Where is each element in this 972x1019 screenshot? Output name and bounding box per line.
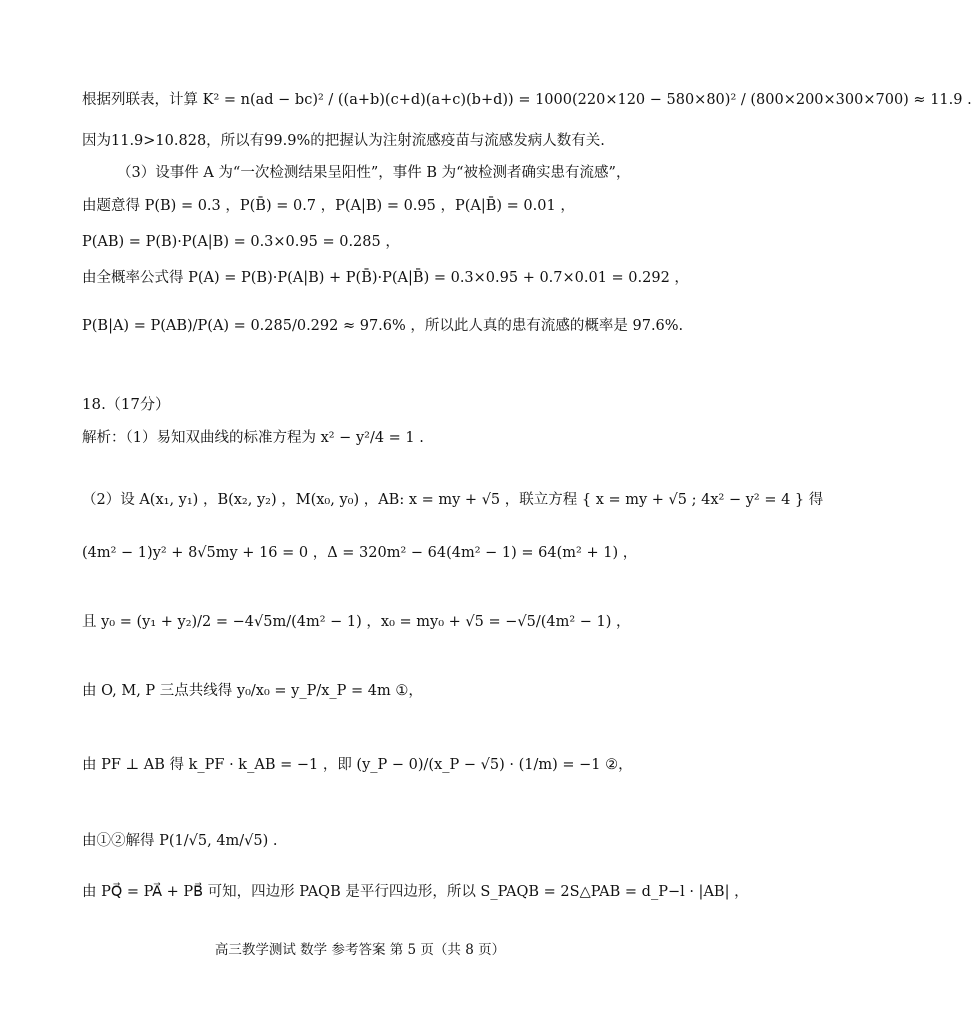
- part2-setup: （2）设 A(x₁, y₁) ，B(x₂, y₂) ，M(x₀, y₀) ，AB: x = my + √5 ，联立方程 { x = my + √5 ; 4x² − y² = 4 } 得: [82, 492, 824, 508]
- perpendicular-condition: 由 PF ⊥ AB 得 k_PF · k_AB = −1 ，即 (y_P − 0)/(x_P − √5) · (1/m) = −1 ②，: [82, 757, 633, 773]
- part3-definition: （3）设事件 A 为“一次检测结果呈阳性”，事件 B 为“被检测者确实患有流感”，: [117, 165, 631, 181]
- page-footer: 高三教学测试 数学 参考答案 第 5 页（共 8 页）: [214, 942, 506, 958]
- bayes-result: P(B|A) = P(AB)/P(A) = 0.285/0.292 ≈ 97.6% ，所以此人真的患有流感的概率是 97.6%.: [82, 318, 684, 334]
- given-probabilities: 由题意得 P(B) = 0.3 ，P(B̄) = 0.7 ，P(A|B) = 0.95 ，P(A|B̄) = 0.01 ，: [82, 198, 575, 214]
- joint-probability: P(AB) = P(B)·P(A|B) = 0.3×0.95 = 0.285 ，: [82, 234, 400, 250]
- midpoint-coordinates: 且 y₀ = (y₁ + y₂)/2 = −4√5m/(4m² − 1) ，x₀ = my₀ + √5 = −√5/(4m² − 1) ，: [82, 614, 631, 630]
- chi-square-calculation: 根据列联表，计算 K² = n(ad − bc)² / ((a+b)(c+d)(a+c)(b+d)) = 1000(220×120 − 580×80)² / (800×200×300×700) ≈ 11.9 .: [82, 92, 972, 108]
- quadratic-discriminant: (4m² − 1)y² + 8√5my + 16 = 0 ，Δ = 320m² − 64(4m² − 1) = 64(m² + 1) ，: [82, 545, 638, 561]
- part1-hyperbola: 解析：（1）易知双曲线的标准方程为 x² − y²/4 = 1 .: [82, 430, 424, 446]
- total-probability: 由全概率公式得 P(A) = P(B)·P(A|B) + P(B̄)·P(A|B̄) = 0.3×0.95 + 0.7×0.01 = 0.292 ，: [82, 270, 689, 286]
- point-p-solution: 由①②解得 P(1/√5, 4m/√5) .: [82, 833, 278, 849]
- collinear-condition: 由 O, M, P 三点共线得 y₀/x₀ = y_P/x_P = 4m ①，: [82, 683, 423, 699]
- parallelogram-area: 由 PQ⃗ = PA⃗ + PB⃗ 可知，四边形 PAQB 是平行四边形，所以 S_PAQB = 2S△PAB = d_P−l · |AB| ，: [82, 884, 749, 900]
- problem-18-heading: 18.（17分）: [82, 395, 170, 413]
- conclusion-line: 因为11.9>10.828，所以有99.9%的把握认为注射流感疫苗与流感发病人数有关.: [82, 133, 605, 149]
